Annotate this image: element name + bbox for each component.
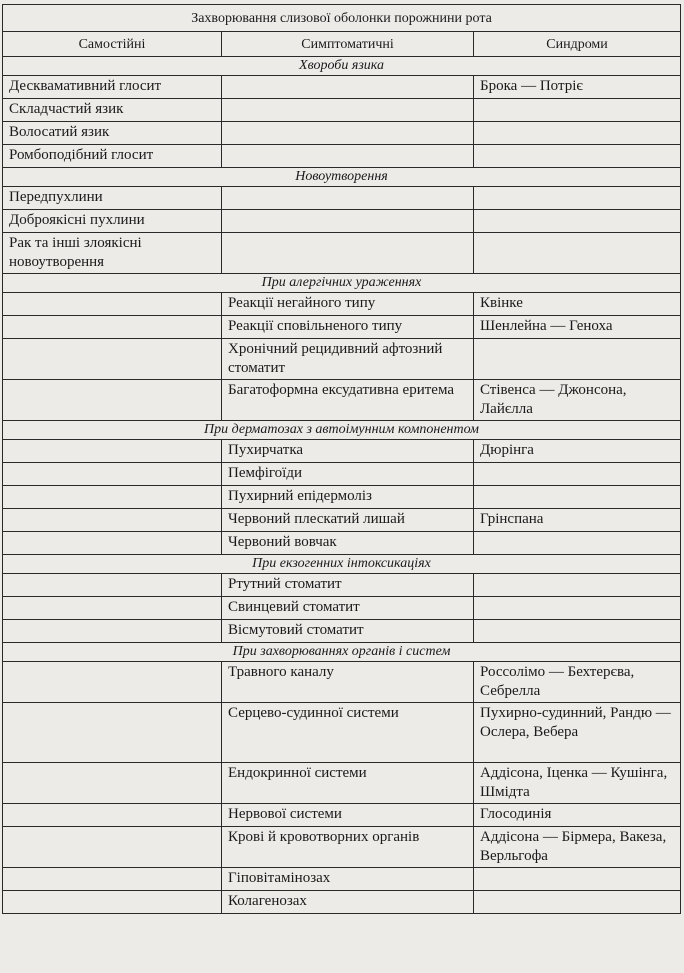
cell-syndrome [474, 339, 681, 380]
table-row [3, 122, 681, 145]
table-row [3, 763, 681, 804]
cell-symptomatic: Травного каналу [222, 662, 474, 703]
table-row [3, 233, 681, 274]
cell-symptomatic: Колагенозах [222, 891, 474, 914]
cell-syndrome [474, 532, 681, 555]
cell-independent [3, 486, 222, 509]
cell-symptomatic [222, 76, 474, 99]
cell-symptomatic: Нервової системи [222, 804, 474, 827]
cell-symptomatic: Пухирний епідермоліз [222, 486, 474, 509]
table-row [3, 891, 681, 914]
cell-syndrome: Дюрінга [474, 440, 681, 463]
cell-independent [3, 509, 222, 532]
table-row [3, 316, 681, 339]
cell-independent [3, 891, 222, 914]
cell-syndrome [474, 597, 681, 620]
cell-independent [3, 339, 222, 380]
table-row [3, 293, 681, 316]
cell-syndrome [474, 187, 681, 210]
cell-syndrome: Брока — Потріє [474, 76, 681, 99]
table-row [3, 662, 681, 703]
table-row [3, 463, 681, 486]
header-independent: Самостійні [3, 32, 222, 57]
cell-symptomatic: Пемфігоїди [222, 463, 474, 486]
section-row [3, 555, 681, 574]
cell-independent [3, 620, 222, 643]
section-title: Хвороби язика [3, 57, 681, 76]
cell-syndrome: Пухирно-судинний, Рандю — Ослера, Вебера [474, 703, 681, 763]
cell-independent [3, 597, 222, 620]
table-row [3, 440, 681, 463]
cell-independent [3, 293, 222, 316]
cell-symptomatic [222, 122, 474, 145]
cell-syndrome [474, 574, 681, 597]
table-row [3, 486, 681, 509]
cell-symptomatic: Червоний вовчак [222, 532, 474, 555]
diseases-table [2, 4, 681, 914]
section-title: При алергічних ураженнях [3, 274, 681, 293]
cell-independent: Ромбоподібний глосит [3, 145, 222, 168]
cell-independent [3, 662, 222, 703]
cell-symptomatic [222, 187, 474, 210]
table-header-row [3, 32, 681, 57]
cell-independent [3, 532, 222, 555]
table-row [3, 574, 681, 597]
cell-symptomatic: Свинцевий стоматит [222, 597, 474, 620]
cell-symptomatic: Крові й кровотворних органів [222, 827, 474, 868]
cell-syndrome [474, 210, 681, 233]
cell-symptomatic: Реакції негайного типу [222, 293, 474, 316]
table-row [3, 597, 681, 620]
section-title: При екзогенних інтоксикаціях [3, 555, 681, 574]
cell-symptomatic: Серцево-судинної системи [222, 703, 474, 763]
cell-syndrome: Квінке [474, 293, 681, 316]
cell-symptomatic: Хронічний рецидивний афтозний стоматит [222, 339, 474, 380]
cell-symptomatic [222, 233, 474, 274]
cell-independent [3, 868, 222, 891]
cell-independent: Передпухлини [3, 187, 222, 210]
cell-syndrome [474, 145, 681, 168]
cell-syndrome: Стівенса — Джонсона, Лайєлла [474, 380, 681, 421]
cell-symptomatic: Пухирчатка [222, 440, 474, 463]
cell-independent: Доброякісні пухлини [3, 210, 222, 233]
cell-independent [3, 316, 222, 339]
table-title: Захворювання слизової оболонки порожнини рота [3, 5, 681, 32]
cell-symptomatic: Багатоформна ексудативна еритема [222, 380, 474, 421]
section-row [3, 643, 681, 662]
table-row [3, 99, 681, 122]
cell-syndrome [474, 233, 681, 274]
section-title: Новоутворення [3, 168, 681, 187]
table-row [3, 804, 681, 827]
cell-independent [3, 827, 222, 868]
cell-independent [3, 804, 222, 827]
cell-independent: Десквамативний глосит [3, 76, 222, 99]
cell-syndrome: Грінспана [474, 509, 681, 532]
cell-symptomatic [222, 99, 474, 122]
cell-symptomatic: Реакції сповільненого типу [222, 316, 474, 339]
cell-syndrome [474, 486, 681, 509]
cell-independent: Складчастий язик [3, 99, 222, 122]
cell-syndrome: Аддісона — Бірмера, Вакеза, Верльгофа [474, 827, 681, 868]
table-row [3, 532, 681, 555]
cell-symptomatic: Червоний плескатий лишай [222, 509, 474, 532]
table-row [3, 827, 681, 868]
cell-syndrome [474, 891, 681, 914]
cell-syndrome [474, 620, 681, 643]
cell-symptomatic [222, 145, 474, 168]
cell-independent [3, 463, 222, 486]
cell-independent [3, 440, 222, 463]
table-row [3, 145, 681, 168]
cell-independent: Волосатий язик [3, 122, 222, 145]
cell-symptomatic: Вісмутовий стоматит [222, 620, 474, 643]
table-title-row [3, 5, 681, 32]
cell-syndrome: Россолімо — Бехтерєва, Себрелла [474, 662, 681, 703]
cell-symptomatic: Гіповітамінозах [222, 868, 474, 891]
table-row [3, 339, 681, 380]
table-row [3, 868, 681, 891]
section-title: При захворюваннях органів і систем [3, 643, 681, 662]
table-row [3, 76, 681, 99]
section-title: При дерматозах з автоімунним компонентом [3, 421, 681, 440]
header-symptomatic: Симптоматичні [222, 32, 474, 57]
header-syndromes: Синдроми [474, 32, 681, 57]
cell-symptomatic: Ендокринної системи [222, 763, 474, 804]
cell-independent [3, 574, 222, 597]
table-row [3, 380, 681, 421]
cell-independent [3, 380, 222, 421]
cell-syndrome [474, 99, 681, 122]
cell-symptomatic [222, 210, 474, 233]
cell-syndrome: Аддісона, Іценка — Кушінга, Шмідта [474, 763, 681, 804]
cell-syndrome [474, 463, 681, 486]
section-row [3, 274, 681, 293]
cell-syndrome [474, 868, 681, 891]
cell-independent: Рак та інші злоякісні новоутворення [3, 233, 222, 274]
cell-independent [3, 763, 222, 804]
table-row [3, 210, 681, 233]
table-row [3, 509, 681, 532]
table-row [3, 703, 681, 763]
section-row [3, 57, 681, 76]
table-row [3, 187, 681, 210]
cell-independent [3, 703, 222, 763]
cell-syndrome: Шенлейна — Геноха [474, 316, 681, 339]
section-row [3, 421, 681, 440]
cell-symptomatic: Ртутний стоматит [222, 574, 474, 597]
cell-syndrome [474, 122, 681, 145]
cell-syndrome: Глосодинія [474, 804, 681, 827]
table-row [3, 620, 681, 643]
section-row [3, 168, 681, 187]
